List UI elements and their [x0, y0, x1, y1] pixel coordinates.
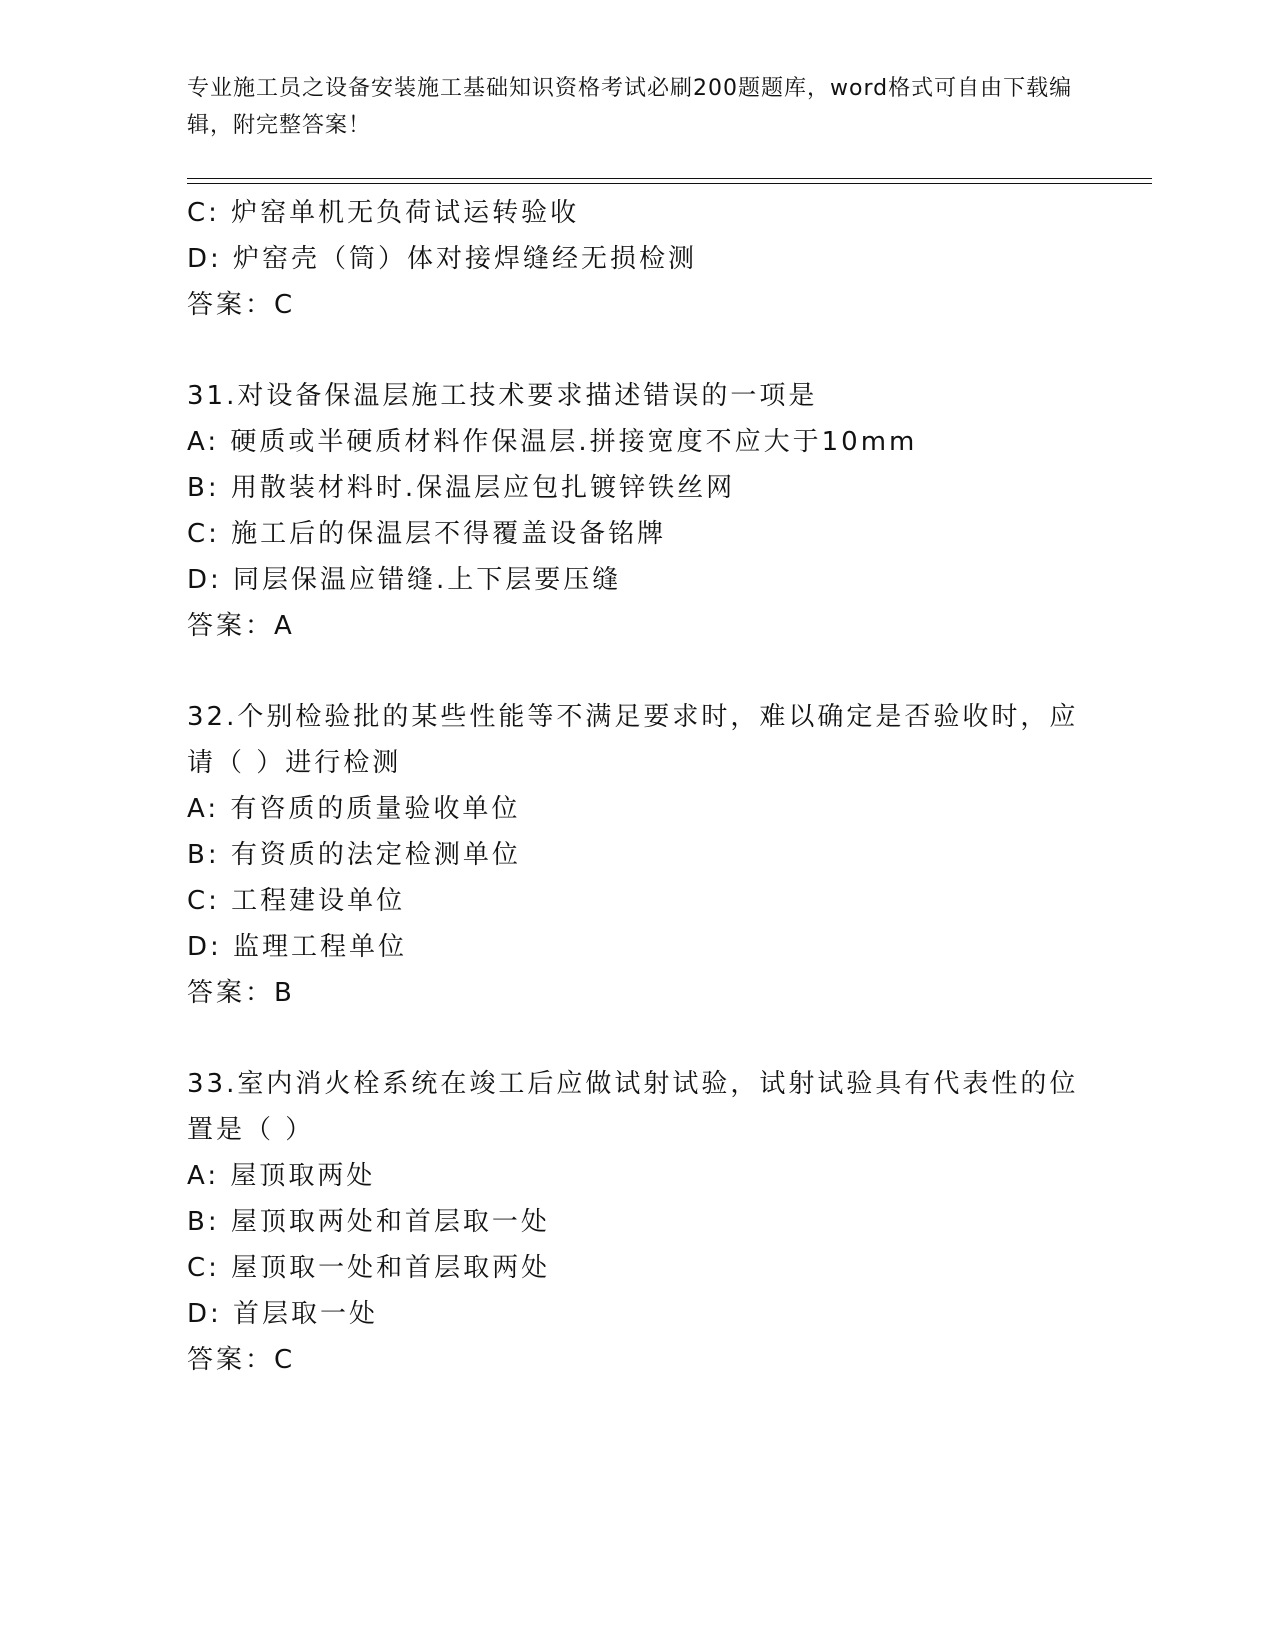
header-divider-bottom — [187, 183, 1152, 184]
answer-value: C — [274, 1345, 294, 1375]
question-list — [187, 190, 1087, 1383]
question-text-line-2: 置是（ ） — [187, 1115, 315, 1145]
answer-value: B — [274, 978, 293, 1008]
question-block-prev — [187, 190, 1087, 328]
spacer — [187, 649, 1087, 694]
option-b: B: 屋顶取两处和首层取一处 — [187, 1207, 550, 1237]
answer-label: 答案： — [187, 1345, 275, 1375]
question-block-33 — [187, 1061, 1087, 1383]
answer-label: 答案： — [187, 611, 275, 641]
option-c: C: 施工后的保温层不得覆盖设备铭牌 — [187, 519, 667, 549]
question-text-line-1: 32.个别检验批的某些性能等不满足要求时，难以确定是否验收时，应 — [187, 702, 1079, 732]
header-divider-top — [187, 178, 1152, 179]
answer-line — [187, 603, 1087, 649]
answer-label: 答案： — [187, 290, 275, 320]
option-c: C: 炉窑单机无负荷试运转验收 — [187, 198, 580, 228]
option-c: C: 工程建设单位 — [187, 886, 406, 916]
answer-line — [187, 282, 1087, 328]
header-text: 专业施工员之设备安装施工基础知识资格考试必刷200题题库，word格式可自由下载编辑，附完整答案！ — [187, 76, 1073, 138]
option-b: B: 用散装材料时.保温层应包扎镀锌铁丝网 — [187, 473, 736, 503]
option-d: D: 同层保温应错缝.上下层要压缝 — [187, 565, 622, 595]
spacer — [187, 1016, 1087, 1061]
question-block-31 — [187, 373, 1087, 649]
question-text-line-2: 请（ ）进行检测 — [187, 748, 402, 778]
question-text: 31.对设备保温层施工技术要求描述错误的一项是 — [187, 381, 818, 411]
answer-line — [187, 1337, 1087, 1383]
question-text-line-1: 33.室内消火栓系统在竣工后应做试射试验，试射试验具有代表性的位 — [187, 1069, 1079, 1099]
document-header — [187, 70, 1087, 144]
answer-value: A — [274, 611, 293, 641]
answer-value: C — [274, 290, 294, 320]
spacer — [187, 328, 1087, 373]
option-d: D: 首层取一处 — [187, 1299, 379, 1329]
option-a: A: 有咨质的质量验收单位 — [187, 794, 521, 824]
option-c: C: 屋顶取一处和首层取两处 — [187, 1253, 551, 1283]
question-block-32 — [187, 694, 1087, 1016]
option-d: D: 监理工程单位 — [187, 932, 408, 962]
option-a: A: 硬质或半硬质材料作保温层.拼接宽度不应大于10mm — [187, 427, 918, 457]
option-d: D: 炉窑壳（筒）体对接焊缝经无损检测 — [187, 244, 698, 274]
answer-label: 答案： — [187, 978, 275, 1008]
option-b: B: 有资质的法定检测单位 — [187, 840, 521, 870]
answer-line — [187, 970, 1087, 1016]
option-a: A: 屋顶取两处 — [187, 1161, 376, 1191]
